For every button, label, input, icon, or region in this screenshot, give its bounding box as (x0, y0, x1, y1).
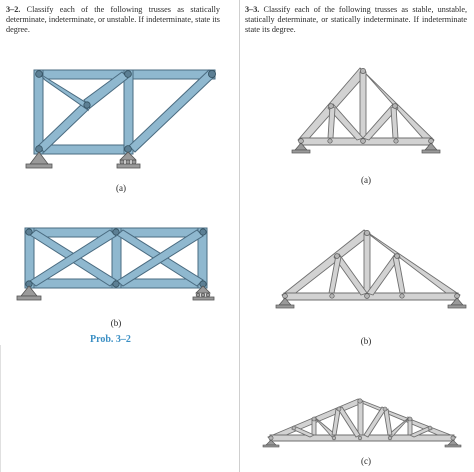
truss-3-3-a (290, 58, 440, 158)
joint (36, 71, 43, 78)
column-divider (239, 0, 240, 472)
truss-3-3-b (276, 225, 466, 313)
problem-label: Prob. 3–2 (90, 334, 131, 345)
caption-3-3-c: (c) (361, 456, 371, 466)
problem-3-3-text (245, 5, 467, 35)
truss-3-2-a (20, 60, 230, 175)
truss-3-2-b (15, 222, 220, 302)
problem-3-2-statement: Classify each of the following trusses as statically determinate, indeterminate, or unstable. If indeterminate, state its degree. (6, 5, 220, 34)
caption-3-3-a: (a) (361, 175, 371, 185)
caption-3-2-b: (b) (110, 318, 122, 328)
margin-rule (0, 345, 1, 472)
problem-3-3-number: 3–3. (245, 5, 260, 14)
truss-3-3-c (262, 395, 467, 447)
problem-3-2-number: 3–2. (6, 5, 21, 14)
caption-3-2-a: (a) (116, 183, 126, 193)
caption-3-3-b: (b) (360, 336, 372, 346)
problem-3-2-text (6, 5, 220, 35)
problem-3-3-statement: Classify each of the following trusses as stable, unstable, statically determinate, or statically indeterminate. If indeterminate state its degree. (245, 5, 467, 34)
